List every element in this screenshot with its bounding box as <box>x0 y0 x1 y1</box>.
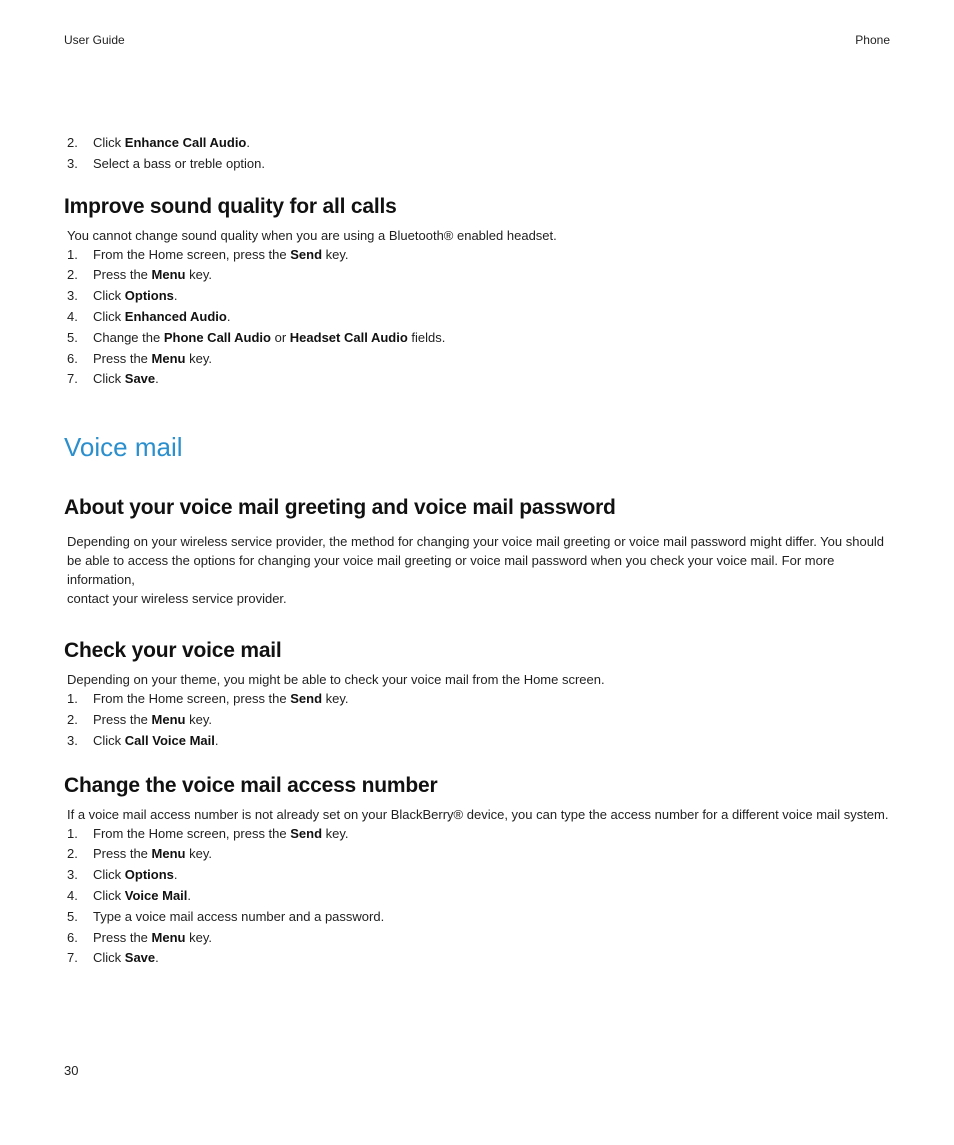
step-text: . <box>187 887 192 903</box>
list-item <box>64 844 894 865</box>
about-paragraph <box>64 532 894 608</box>
step-text: Click <box>93 887 125 903</box>
running-header-title: User Guide <box>64 33 125 47</box>
step-text: Press the <box>93 267 152 283</box>
list-item <box>64 886 894 907</box>
step-text: . <box>246 135 250 150</box>
step-text: Press the <box>93 350 152 366</box>
step-text: . <box>214 732 219 748</box>
step-number: 6. <box>67 350 78 366</box>
step-ui-term: Send <box>290 246 323 262</box>
paragraph-line: contact your wireless service provider. <box>67 591 287 607</box>
step-ui-term: Menu <box>151 846 186 862</box>
step-text: Press the <box>93 846 152 862</box>
list-item <box>64 154 894 175</box>
step-text: key. <box>185 267 212 283</box>
page-content <box>64 133 894 969</box>
step-ui-term: Send <box>290 825 323 841</box>
step-text: Click <box>93 867 125 883</box>
list-item <box>64 245 894 266</box>
list-item <box>64 286 894 307</box>
step-text: Click <box>93 288 125 304</box>
page-number: 30 <box>64 1063 79 1078</box>
step-ui-term: Headset Call Audio <box>289 329 408 345</box>
step-number: 2. <box>67 711 78 727</box>
step-number: 5. <box>67 329 78 345</box>
check-steps <box>64 689 894 751</box>
heading-change-access-number: Change the voice mail access number <box>64 773 438 797</box>
step-ui-term: Phone Call Audio <box>163 329 271 345</box>
step-number: 1. <box>67 691 78 707</box>
list-item <box>64 948 894 969</box>
step-text: Click <box>93 371 125 387</box>
step-ui-term: Enhance Call Audio <box>124 135 247 150</box>
step-ui-term: Options <box>124 288 174 304</box>
step-text: Click <box>93 135 125 150</box>
step-text: fields. <box>407 329 446 345</box>
step-ui-term: Voice Mail <box>124 887 188 903</box>
improve-intro: You cannot change sound quality when you are using a Bluetooth® enabled headset. <box>67 227 557 243</box>
step-number: 3. <box>67 867 78 883</box>
step-text: . <box>155 950 159 966</box>
step-number: 7. <box>67 950 78 966</box>
step-ui-term: Enhanced Audio <box>124 308 227 324</box>
step-number: 6. <box>67 929 78 945</box>
change-intro: If a voice mail access number is not already set on your BlackBerry® device, you can type the access number for a different voice mail system. <box>67 806 889 822</box>
step-text: key. <box>185 846 212 862</box>
improve-steps <box>64 245 894 391</box>
list-item <box>64 710 894 731</box>
step-text: . <box>173 288 178 304</box>
list-item <box>64 133 894 154</box>
step-text: Press the <box>93 711 152 727</box>
step-ui-term: Menu <box>151 929 186 945</box>
enhance-audio-steps <box>64 133 894 175</box>
step-number: 1. <box>67 246 78 262</box>
step-text: From the Home screen, press the <box>93 246 291 262</box>
step-text: Type a voice mail access number and a password. <box>93 908 385 924</box>
step-text: . <box>155 371 159 387</box>
step-text: key. <box>322 246 349 262</box>
step-text: Click <box>93 308 125 324</box>
step-text: Click <box>93 732 125 748</box>
heading-check-voice-mail: Check your voice mail <box>64 639 282 663</box>
step-number: 3. <box>67 732 78 748</box>
list-item <box>64 689 894 710</box>
step-number: 5. <box>67 908 78 924</box>
step-number: 7. <box>67 371 78 387</box>
list-item <box>64 369 894 390</box>
heading-improve-sound-quality: Improve sound quality for all calls <box>64 194 397 218</box>
step-text: key. <box>185 711 212 727</box>
step-number: 2. <box>67 846 78 862</box>
paragraph-line: be able to access the options for changing your voice mail greeting or voice mail password when you check your voice mail. For more information, <box>67 553 835 588</box>
heading-about-greeting-password: About your voice mail greeting and voice mail password <box>64 496 616 520</box>
step-ui-term: Menu <box>151 267 186 283</box>
change-steps <box>64 824 894 970</box>
step-text: Press the <box>93 929 152 945</box>
list-item <box>64 307 894 328</box>
step-ui-term: Call Voice Mail <box>124 732 215 748</box>
step-number: 3. <box>67 155 78 171</box>
step-text: . <box>173 867 178 883</box>
step-number: 1. <box>67 825 78 841</box>
step-number: 3. <box>67 288 78 304</box>
step-ui-term: Save <box>124 371 156 387</box>
list-item <box>64 928 894 949</box>
step-text: Click <box>93 950 125 966</box>
step-ui-term: Send <box>290 691 323 707</box>
step-number: 2. <box>67 135 78 150</box>
step-text: Change the <box>93 329 164 345</box>
step-text: key. <box>185 929 212 945</box>
step-ui-term: Save <box>124 950 156 966</box>
list-item <box>64 865 894 886</box>
heading-voice-mail: Voice mail <box>64 432 183 463</box>
step-ui-term: Menu <box>151 711 186 727</box>
step-text: key. <box>322 825 349 841</box>
list-item <box>64 265 894 286</box>
step-number: 4. <box>67 887 78 903</box>
list-item <box>64 907 894 928</box>
check-intro: Depending on your theme, you might be able to check your voice mail from the Home screen. <box>67 672 605 688</box>
step-text: key. <box>185 350 212 366</box>
list-item <box>64 731 894 752</box>
list-item <box>64 824 894 845</box>
step-ui-term: Menu <box>151 350 186 366</box>
list-item <box>64 349 894 370</box>
step-text: or <box>270 329 290 345</box>
list-item <box>64 328 894 349</box>
step-text: . <box>226 308 231 324</box>
running-header-chapter: Phone <box>855 33 890 47</box>
step-text: From the Home screen, press the <box>93 691 291 707</box>
step-number: 2. <box>67 267 78 283</box>
step-ui-term: Options <box>124 867 174 883</box>
step-text: Select a bass or treble option. <box>93 155 265 171</box>
step-text: From the Home screen, press the <box>93 825 291 841</box>
step-text: key. <box>322 691 349 707</box>
step-number: 4. <box>67 308 78 324</box>
paragraph-line: Depending on your wireless service provider, the method for changing your voice mail greeting or voice mail password might differ. You should <box>67 534 885 550</box>
